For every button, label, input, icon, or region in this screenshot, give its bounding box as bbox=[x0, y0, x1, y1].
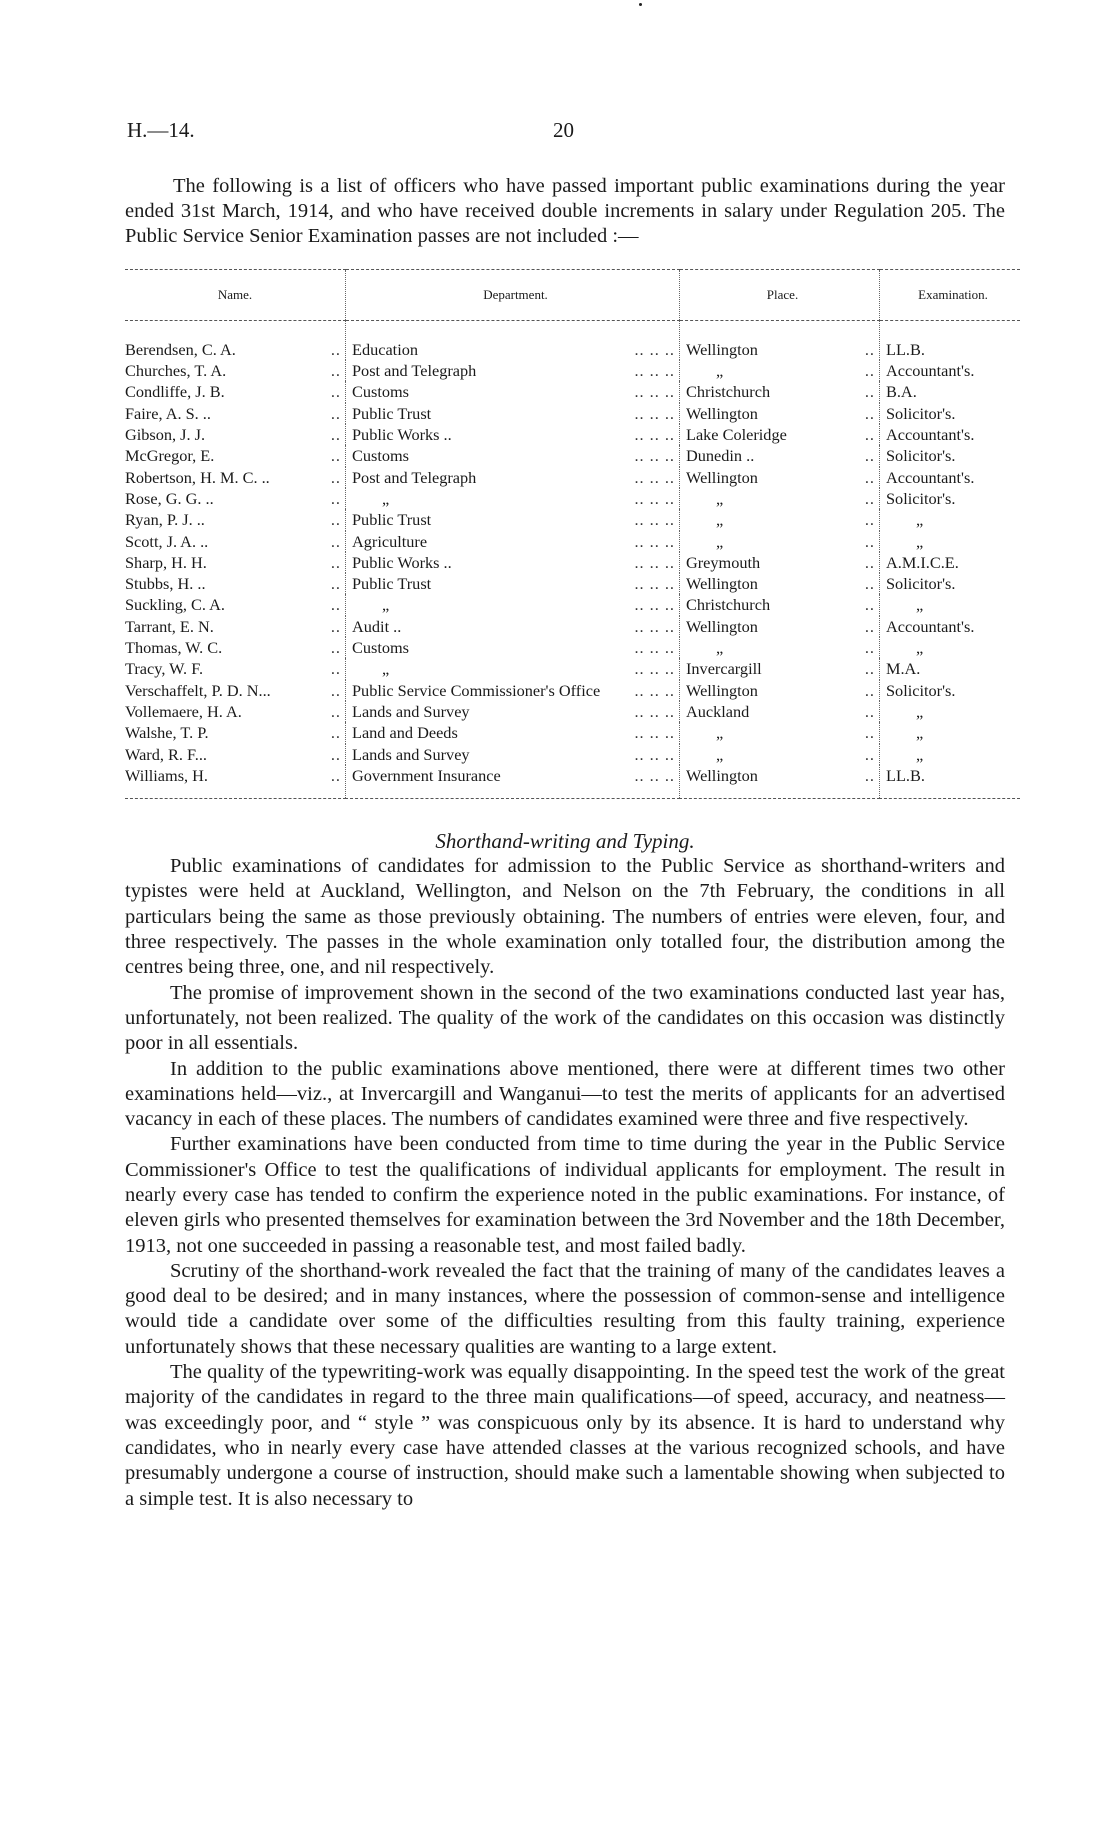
place-text: Wellington bbox=[686, 574, 758, 594]
officer-name-text: Thomas, W. C. bbox=[125, 638, 223, 658]
examination-cell bbox=[880, 573, 1021, 594]
department-cell bbox=[346, 424, 680, 445]
department-text: Customs bbox=[352, 638, 410, 658]
department-text: Public Trust bbox=[352, 403, 432, 423]
officer-name-text: Rose, G. G. .. bbox=[125, 488, 214, 508]
dot-leader: .. bbox=[864, 680, 875, 700]
officer-name-cell bbox=[125, 744, 346, 765]
dot-leader: .. bbox=[330, 595, 341, 615]
table-row bbox=[125, 722, 1020, 743]
place-text: „ bbox=[716, 361, 724, 381]
dot-leader: .. bbox=[864, 403, 875, 423]
dot-leader: .. .. .. bbox=[634, 488, 675, 508]
examination-text: „ bbox=[916, 510, 924, 530]
examination-text: „ bbox=[916, 701, 924, 721]
place-text: Auckland bbox=[686, 701, 750, 721]
officer-name-cell bbox=[125, 701, 346, 722]
place-cell bbox=[680, 658, 880, 679]
column-header-department: Department. bbox=[346, 269, 680, 320]
place-cell bbox=[680, 722, 880, 743]
dot-leader: .. .. .. bbox=[634, 403, 675, 423]
column-header-name: Name. bbox=[125, 269, 346, 320]
table-row bbox=[125, 552, 1020, 573]
place-text: „ bbox=[716, 510, 724, 530]
officer-name-text: Verschaffelt, P. D. N... bbox=[125, 680, 271, 700]
table-row bbox=[125, 320, 1020, 360]
examination-text: B.A. bbox=[886, 382, 917, 402]
table-row bbox=[125, 765, 1020, 799]
officer-name-text: Faire, A. S. .. bbox=[125, 403, 211, 423]
dot-leader: .. bbox=[864, 510, 875, 530]
dot-leader: .. bbox=[864, 638, 875, 658]
department-cell bbox=[346, 680, 680, 701]
place-text: Wellington bbox=[686, 403, 758, 423]
officer-name-text: Vollemaere, H. A. bbox=[125, 701, 242, 721]
table-row bbox=[125, 403, 1020, 424]
examination-text: M.A. bbox=[886, 659, 921, 679]
examination-text: Accountant's. bbox=[886, 361, 975, 381]
place-cell bbox=[680, 573, 880, 594]
body-paragraph: The promise of improvement shown in the second of the two examinations conducted last year has, unfortunately, not been realized. The quality of the work of the candidates on this occasion was distinctly poor in all essentials. bbox=[125, 981, 1005, 1055]
dot-leader: .. bbox=[864, 361, 875, 381]
department-text: Customs bbox=[352, 382, 410, 402]
dot-leader: .. .. .. bbox=[634, 616, 675, 636]
department-cell bbox=[346, 488, 680, 509]
examination-text: LL.B. bbox=[886, 765, 925, 785]
table-row bbox=[125, 445, 1020, 466]
officer-name-cell bbox=[125, 552, 346, 573]
dot-leader: .. .. .. bbox=[634, 446, 675, 466]
dot-leader: .. bbox=[330, 488, 341, 508]
dot-leader: .. .. .. bbox=[634, 701, 675, 721]
place-text: „ bbox=[716, 531, 724, 551]
table-row bbox=[125, 680, 1020, 701]
examination-text: Accountant's. bbox=[886, 467, 975, 487]
dot-leader: .. bbox=[330, 403, 341, 423]
place-text: „ bbox=[716, 638, 724, 658]
place-text: „ bbox=[716, 744, 724, 764]
dot-leader: .. bbox=[330, 723, 341, 743]
column-header-examination: Examination. bbox=[880, 269, 1021, 320]
print-speck bbox=[639, 3, 642, 6]
department-cell bbox=[346, 320, 680, 360]
officer-name-text: Scott, J. A. .. bbox=[125, 531, 209, 551]
department-text: Education bbox=[352, 339, 419, 359]
table-row bbox=[125, 360, 1020, 381]
place-text: Wellington bbox=[686, 680, 758, 700]
table-header-row bbox=[125, 269, 1020, 320]
officer-name-cell bbox=[125, 637, 346, 658]
document-reference: H.—14. bbox=[127, 118, 195, 142]
officer-name-text: Gibson, J. J. bbox=[125, 425, 206, 445]
officer-name-text: Walshe, T. P. bbox=[125, 723, 209, 743]
officer-name-cell bbox=[125, 509, 346, 530]
body-paragraph: Scrutiny of the shorthand-work revealed the fact that the training of many of the candidates leaves a good deal to be desired; and in many instances, where the possession of common-sense and intelligence would tide a candidate over some of the difficulties resulting from this faulty training, experience unfortunately shows that these necessary qualities are wanting to a large extent. bbox=[125, 1259, 1005, 1358]
examination-cell bbox=[880, 680, 1021, 701]
table-row bbox=[125, 509, 1020, 530]
officer-name-text: Churches, T. A. bbox=[125, 361, 227, 381]
body-paragraph: Public examinations of candidates for admission to the Public Service as shorthand-writers and typistes were held at Auckland, Wellington, and Nelson on the 7th February, the conditions in all particulars being the same as those previously obtaining. The numbers of entries were eleven, four, and three respectively. The passes in the whole examination only totalled four, the distribution among the centres being three, one, and nil respectively. bbox=[125, 855, 1005, 979]
department-text: „ bbox=[382, 488, 390, 508]
dot-leader: .. bbox=[864, 425, 875, 445]
section-heading: Shorthand-writing and Typing. bbox=[435, 829, 695, 854]
table-row bbox=[125, 616, 1020, 637]
officer-name-cell bbox=[125, 722, 346, 743]
dot-leader: .. bbox=[330, 765, 341, 785]
officer-name-text: Tarrant, E. N. bbox=[125, 616, 214, 636]
place-cell bbox=[680, 680, 880, 701]
department-cell bbox=[346, 594, 680, 615]
place-cell bbox=[680, 360, 880, 381]
place-cell bbox=[680, 744, 880, 765]
examination-text: Solicitor's. bbox=[886, 680, 956, 700]
department-text: Government Insurance bbox=[352, 765, 501, 785]
examination-cell bbox=[880, 616, 1021, 637]
place-cell bbox=[680, 765, 880, 799]
officer-name-cell bbox=[125, 445, 346, 466]
place-cell bbox=[680, 531, 880, 552]
department-cell bbox=[346, 381, 680, 402]
department-text: Audit .. bbox=[352, 616, 402, 636]
officer-name-text: Ward, R. F... bbox=[125, 744, 207, 764]
intro-paragraph: The following is a list of officers who have passed important public examinations during the year ended 31st March, 1914, and who have received double increments in salary under Regulation 205. The Public Service Senior Examination passes are not included :— bbox=[125, 175, 1005, 247]
dot-leader: .. bbox=[330, 638, 341, 658]
officer-name-cell bbox=[125, 531, 346, 552]
place-cell bbox=[680, 637, 880, 658]
examination-text: „ bbox=[916, 595, 924, 615]
dot-leader: .. bbox=[864, 765, 875, 785]
officer-name-cell bbox=[125, 658, 346, 679]
table-row bbox=[125, 488, 1020, 509]
dot-leader: .. .. .. bbox=[634, 382, 675, 402]
place-text: „ bbox=[716, 488, 724, 508]
place-text: Wellington bbox=[686, 467, 758, 487]
dot-leader: .. .. .. bbox=[634, 361, 675, 381]
department-cell bbox=[346, 573, 680, 594]
section-body bbox=[125, 854, 1005, 1512]
place-cell bbox=[680, 424, 880, 445]
examination-cell bbox=[880, 552, 1021, 573]
dot-leader: .. .. .. bbox=[634, 744, 675, 764]
officer-name-text: Robertson, H. M. C. .. bbox=[125, 467, 270, 487]
examination-cell bbox=[880, 445, 1021, 466]
dot-leader: .. bbox=[864, 531, 875, 551]
officer-name-cell bbox=[125, 360, 346, 381]
examination-text: „ bbox=[916, 723, 924, 743]
dot-leader: .. bbox=[864, 574, 875, 594]
place-text: „ bbox=[716, 723, 724, 743]
table-row bbox=[125, 467, 1020, 488]
dot-leader: .. .. .. bbox=[634, 659, 675, 679]
department-cell bbox=[346, 467, 680, 488]
dot-leader: .. bbox=[330, 552, 341, 572]
page-header bbox=[125, 108, 1005, 142]
officer-name-text: Tracy, W. F. bbox=[125, 659, 204, 679]
department-cell bbox=[346, 722, 680, 743]
dot-leader: .. .. .. bbox=[634, 680, 675, 700]
dot-leader: .. bbox=[330, 701, 341, 721]
table-row bbox=[125, 531, 1020, 552]
body-paragraph: In addition to the public examinations above mentioned, there were at different times two other examinations held—viz., at Invercargill and Wanganui—to test the merits of applicants for an advertised vacancy in each of these places. The numbers of candidates examined were three and five respectively. bbox=[125, 1057, 1005, 1131]
department-text: „ bbox=[382, 595, 390, 615]
examination-text: A.M.I.C.E. bbox=[886, 552, 959, 572]
dot-leader: .. bbox=[864, 552, 875, 572]
examination-cell bbox=[880, 424, 1021, 445]
dot-leader: .. bbox=[330, 744, 341, 764]
table-row bbox=[125, 381, 1020, 402]
department-text: Agriculture bbox=[352, 531, 428, 551]
examination-text: „ bbox=[916, 638, 924, 658]
officer-name-cell bbox=[125, 765, 346, 799]
dot-leader: .. bbox=[330, 531, 341, 551]
department-text: Public Trust bbox=[352, 574, 432, 594]
department-cell bbox=[346, 403, 680, 424]
examination-cell bbox=[880, 381, 1021, 402]
examination-cell bbox=[880, 360, 1021, 381]
examination-cell bbox=[880, 765, 1021, 799]
place-cell bbox=[680, 381, 880, 402]
dot-leader: .. bbox=[864, 659, 875, 679]
examination-text: LL.B. bbox=[886, 339, 925, 359]
place-text: Wellington bbox=[686, 765, 758, 785]
officer-name-text: Ryan, P. J. .. bbox=[125, 510, 205, 530]
department-cell bbox=[346, 765, 680, 799]
body-paragraph: Further examinations have been conducted from time to time during the year in the Public Service Commissioner's Office to test the qualifications of individual applicants for employment. The result in nearly every case has tended to confirm the experience noted in the public examinations. For instance, of eleven girls who presented themselves for examination between the 3rd November and the 18th December, 1913, not one succeeded in passing a reasonable test, and most failed badly. bbox=[125, 1133, 1005, 1257]
dot-leader: .. bbox=[330, 361, 341, 381]
department-text: Public Works .. bbox=[352, 552, 452, 572]
officer-name-text: Stubbs, H. .. bbox=[125, 574, 206, 594]
department-text: Land and Deeds bbox=[352, 723, 458, 743]
department-cell bbox=[346, 658, 680, 679]
table-row bbox=[125, 658, 1020, 679]
dot-leader: .. bbox=[330, 382, 341, 402]
dot-leader: .. bbox=[864, 467, 875, 487]
place-cell bbox=[680, 509, 880, 530]
dot-leader: .. bbox=[864, 595, 875, 615]
place-text: Lake Coleridge bbox=[686, 425, 787, 445]
examination-cell bbox=[880, 744, 1021, 765]
examination-cell bbox=[880, 594, 1021, 615]
officers-table bbox=[125, 269, 1020, 799]
department-text: Public Service Commissioner's Office bbox=[352, 680, 601, 700]
dot-leader: .. .. .. bbox=[634, 723, 675, 743]
dot-leader: .. .. .. bbox=[634, 339, 675, 359]
dot-leader: .. bbox=[864, 446, 875, 466]
officer-name-cell bbox=[125, 403, 346, 424]
dot-leader: .. bbox=[330, 339, 341, 359]
table-row bbox=[125, 424, 1020, 445]
examination-text: „ bbox=[916, 531, 924, 551]
examination-text: Accountant's. bbox=[886, 616, 975, 636]
examination-cell bbox=[880, 701, 1021, 722]
officer-name-text: Suckling, C. A. bbox=[125, 595, 225, 615]
table-row bbox=[125, 573, 1020, 594]
place-text: Greymouth bbox=[686, 552, 761, 572]
dot-leader: .. .. .. bbox=[634, 510, 675, 530]
officer-name-cell bbox=[125, 488, 346, 509]
place-cell bbox=[680, 701, 880, 722]
examination-cell bbox=[880, 320, 1021, 360]
officer-name-cell bbox=[125, 424, 346, 445]
dot-leader: .. bbox=[864, 339, 875, 359]
examination-cell bbox=[880, 658, 1021, 679]
place-text: Invercargill bbox=[686, 659, 762, 679]
place-text: Wellington bbox=[686, 616, 758, 636]
officer-name-cell bbox=[125, 467, 346, 488]
place-text: Wellington bbox=[686, 339, 758, 359]
examination-cell bbox=[880, 467, 1021, 488]
examination-cell bbox=[880, 722, 1021, 743]
department-cell bbox=[346, 552, 680, 573]
examination-text: Solicitor's. bbox=[886, 446, 956, 466]
department-text: Lands and Survey bbox=[352, 701, 470, 721]
department-text: Customs bbox=[352, 446, 410, 466]
place-text: Christchurch bbox=[686, 382, 771, 402]
table-row bbox=[125, 594, 1020, 615]
dot-leader: .. bbox=[864, 701, 875, 721]
dot-leader: .. .. .. bbox=[634, 425, 675, 445]
dot-leader: .. bbox=[864, 744, 875, 764]
officer-name-cell bbox=[125, 616, 346, 637]
officer-name-cell bbox=[125, 381, 346, 402]
department-text: Post and Telegraph bbox=[352, 467, 477, 487]
department-cell bbox=[346, 701, 680, 722]
place-cell bbox=[680, 552, 880, 573]
table-row bbox=[125, 701, 1020, 722]
document-page bbox=[125, 108, 1005, 1512]
dot-leader: .. .. .. bbox=[634, 765, 675, 785]
table-row bbox=[125, 637, 1020, 658]
table-body bbox=[125, 320, 1020, 798]
officer-name-cell bbox=[125, 573, 346, 594]
examination-cell bbox=[880, 403, 1021, 424]
dot-leader: .. bbox=[330, 446, 341, 466]
dot-leader: .. bbox=[864, 723, 875, 743]
dot-leader: .. .. .. bbox=[634, 638, 675, 658]
dot-leader: .. bbox=[864, 382, 875, 402]
examination-cell bbox=[880, 488, 1021, 509]
dot-leader: .. bbox=[330, 574, 341, 594]
department-text: Public Trust bbox=[352, 510, 432, 530]
examination-text: Solicitor's. bbox=[886, 403, 956, 423]
examination-text: Accountant's. bbox=[886, 425, 975, 445]
department-cell bbox=[346, 637, 680, 658]
examination-cell bbox=[880, 531, 1021, 552]
place-cell bbox=[680, 488, 880, 509]
officer-name-text: Condliffe, J. B. bbox=[125, 382, 225, 402]
examination-text: Solicitor's. bbox=[886, 574, 956, 594]
department-cell bbox=[346, 744, 680, 765]
department-cell bbox=[346, 509, 680, 530]
examination-cell bbox=[880, 509, 1021, 530]
place-text: Christchurch bbox=[686, 595, 771, 615]
department-cell bbox=[346, 360, 680, 381]
dot-leader: .. .. .. bbox=[634, 574, 675, 594]
table-row bbox=[125, 744, 1020, 765]
dot-leader: .. bbox=[330, 425, 341, 445]
body-paragraph: The quality of the typewriting-work was equally disappointing. In the speed test the work of the great majority of the candidates in regard to the three main qualifications—of speed, accuracy, and neatness—was exceedingly poor, and “ style ” was conspicuous only by its absence. It is hard to understand why candidates, who in nearly every case have attended classes at the various recognized schools, and have presumably undergone a course of instruction, should make such a lamentable showing when subjected to a simple test. It is also necessary to bbox=[125, 1361, 1005, 1510]
dot-leader: .. bbox=[330, 510, 341, 530]
dot-leader: .. bbox=[864, 488, 875, 508]
examination-text: „ bbox=[916, 744, 924, 764]
department-text: Public Works .. bbox=[352, 425, 452, 445]
department-text: „ bbox=[382, 659, 390, 679]
department-cell bbox=[346, 531, 680, 552]
department-cell bbox=[346, 445, 680, 466]
dot-leader: .. bbox=[330, 659, 341, 679]
dot-leader: .. bbox=[864, 616, 875, 636]
officer-name-text: Williams, H. bbox=[125, 765, 209, 785]
officer-name-text: Berendsen, C. A. bbox=[125, 339, 236, 359]
department-text: Lands and Survey bbox=[352, 744, 470, 764]
department-text: Post and Telegraph bbox=[352, 361, 477, 381]
officer-name-text: Sharp, H. H. bbox=[125, 552, 207, 572]
place-cell bbox=[680, 616, 880, 637]
officer-name-text: McGregor, E. bbox=[125, 446, 215, 466]
dot-leader: .. .. .. bbox=[634, 552, 675, 572]
examination-cell bbox=[880, 637, 1021, 658]
department-cell bbox=[346, 616, 680, 637]
place-cell bbox=[680, 445, 880, 466]
place-cell bbox=[680, 594, 880, 615]
examination-text: Solicitor's. bbox=[886, 488, 956, 508]
officer-name-cell bbox=[125, 680, 346, 701]
page-number: 20 bbox=[553, 118, 574, 142]
dot-leader: .. .. .. bbox=[634, 467, 675, 487]
place-cell bbox=[680, 403, 880, 424]
place-text: Dunedin .. bbox=[686, 446, 755, 466]
dot-leader: .. .. .. bbox=[634, 595, 675, 615]
column-header-place: Place. bbox=[680, 269, 880, 320]
officer-name-cell bbox=[125, 320, 346, 360]
dot-leader: .. bbox=[330, 467, 341, 487]
dot-leader: .. bbox=[330, 616, 341, 636]
dot-leader: .. bbox=[330, 680, 341, 700]
place-cell bbox=[680, 320, 880, 360]
place-cell bbox=[680, 467, 880, 488]
dot-leader: .. .. .. bbox=[634, 531, 675, 551]
officer-name-cell bbox=[125, 594, 346, 615]
